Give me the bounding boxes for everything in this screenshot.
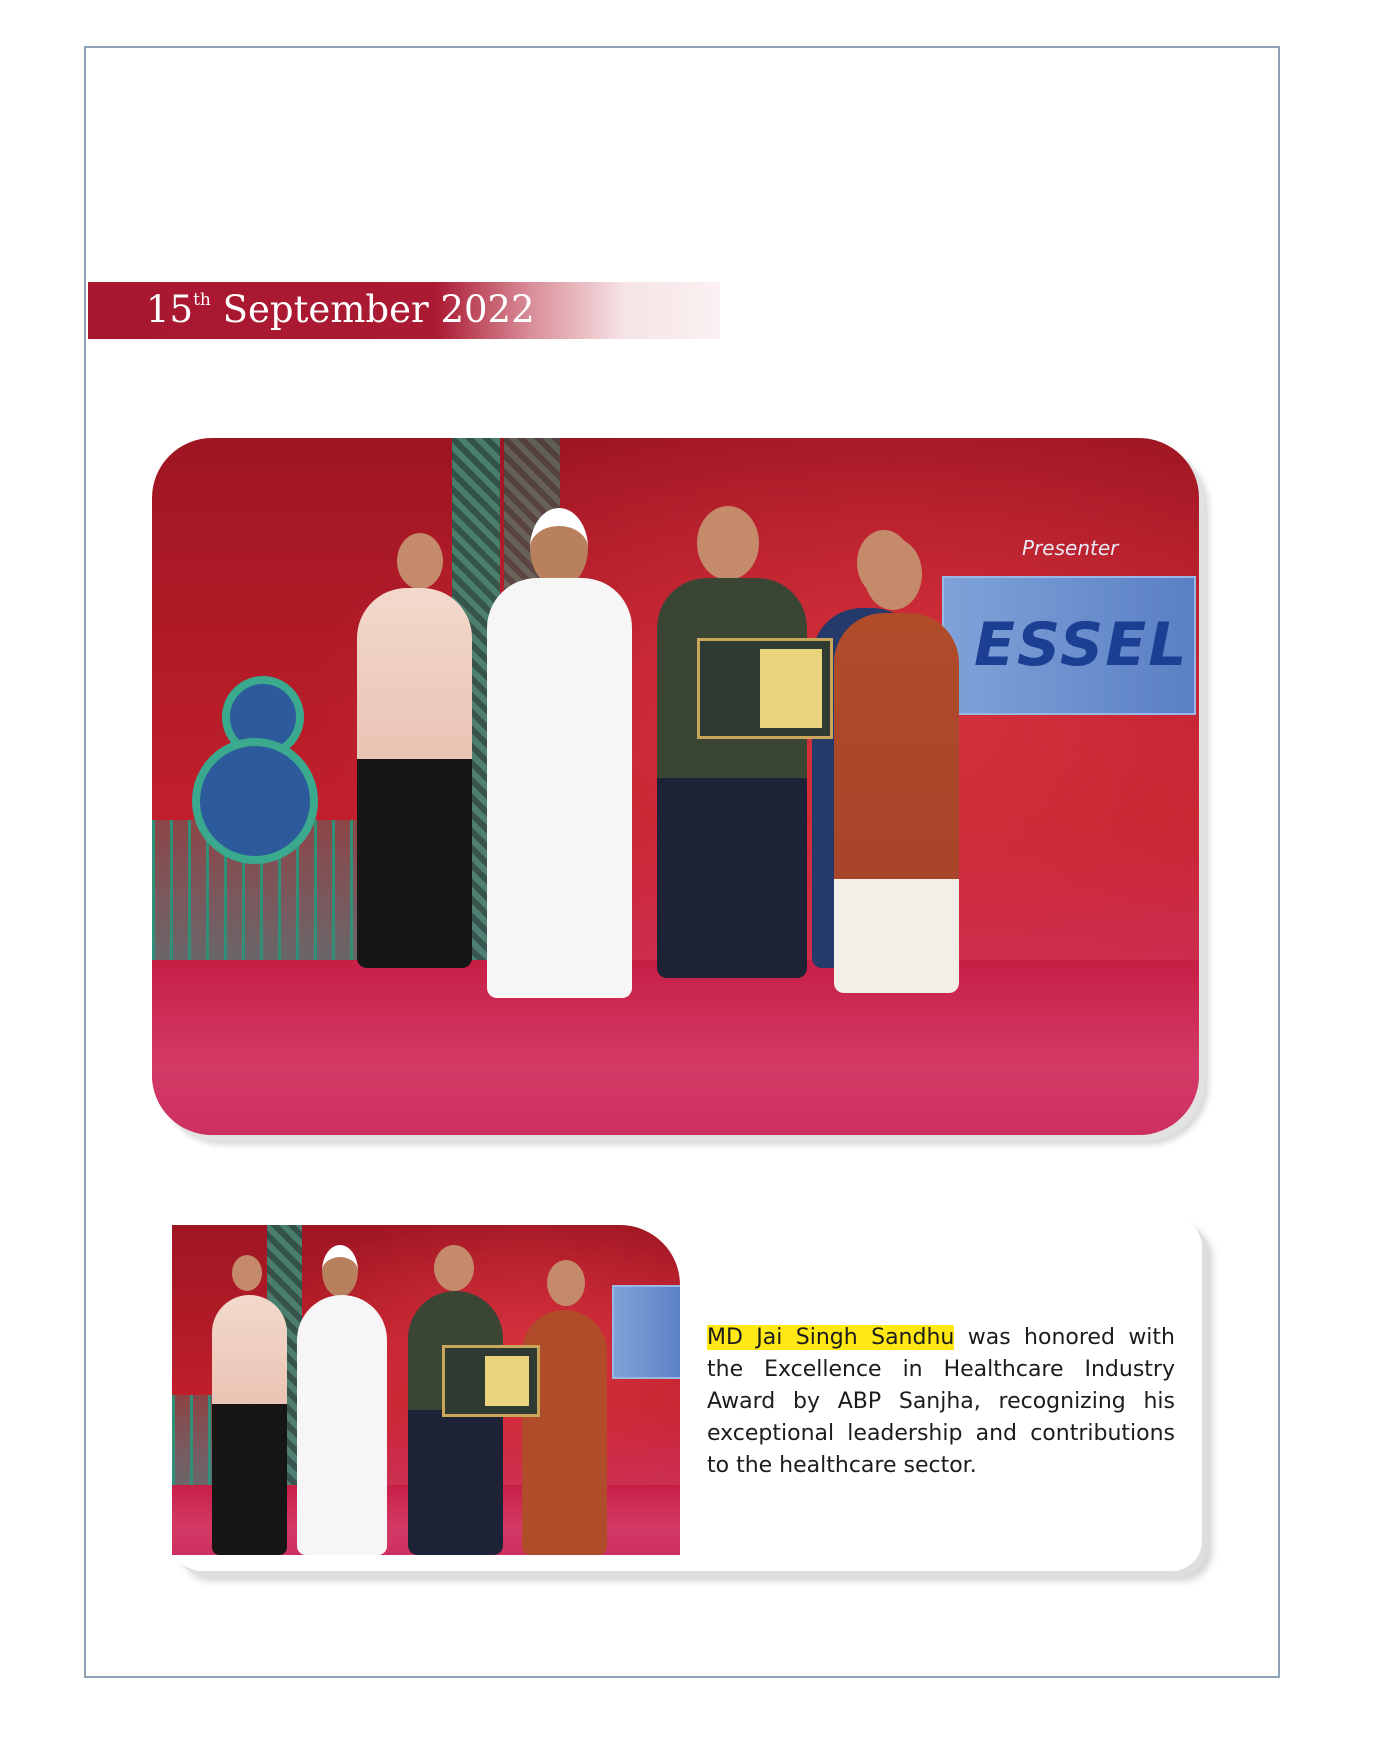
award-plaque (442, 1345, 540, 1417)
person-head (397, 533, 443, 589)
date-month-year: September 2022 (210, 288, 535, 331)
date-day: 15 (146, 288, 194, 331)
person-head (530, 508, 588, 588)
date-suffix: th (193, 290, 211, 310)
honoree-name: MD Jai Singh Sandhu (707, 1325, 955, 1350)
person-figure (212, 1295, 287, 1555)
award-certificate (485, 1356, 529, 1406)
person-head (434, 1245, 474, 1291)
person-figure (408, 1291, 503, 1555)
award-caption (707, 1322, 1175, 1482)
person-figure (297, 1295, 387, 1555)
person-head (232, 1255, 262, 1291)
person-figure (834, 613, 959, 993)
stage-floor (152, 960, 1199, 1135)
award-certificate (760, 649, 822, 728)
award-ceremony-photo (152, 438, 1199, 1135)
presenter-label: Presenter (1022, 536, 1119, 560)
person-figure (357, 588, 472, 968)
stage-circle-decor (192, 738, 318, 864)
person-head (864, 538, 922, 610)
sponsor-banner (612, 1285, 680, 1379)
caption-text: was honored with the Excellence in Healthcare Industry Award by ABP Sanjha, recognizing his exceptional leadership and contributions to the healthcare sector. (707, 1325, 1175, 1478)
sponsor-logo: ESSEL (974, 610, 1189, 680)
person-head (322, 1245, 358, 1297)
event-date (146, 288, 535, 332)
person-head (547, 1260, 585, 1306)
person-figure (487, 578, 632, 998)
award-plaque (697, 638, 833, 739)
person-head (697, 506, 759, 580)
sponsor-banner (942, 576, 1196, 715)
award-ceremony-thumbnail (172, 1225, 680, 1555)
date-banner (88, 282, 720, 339)
